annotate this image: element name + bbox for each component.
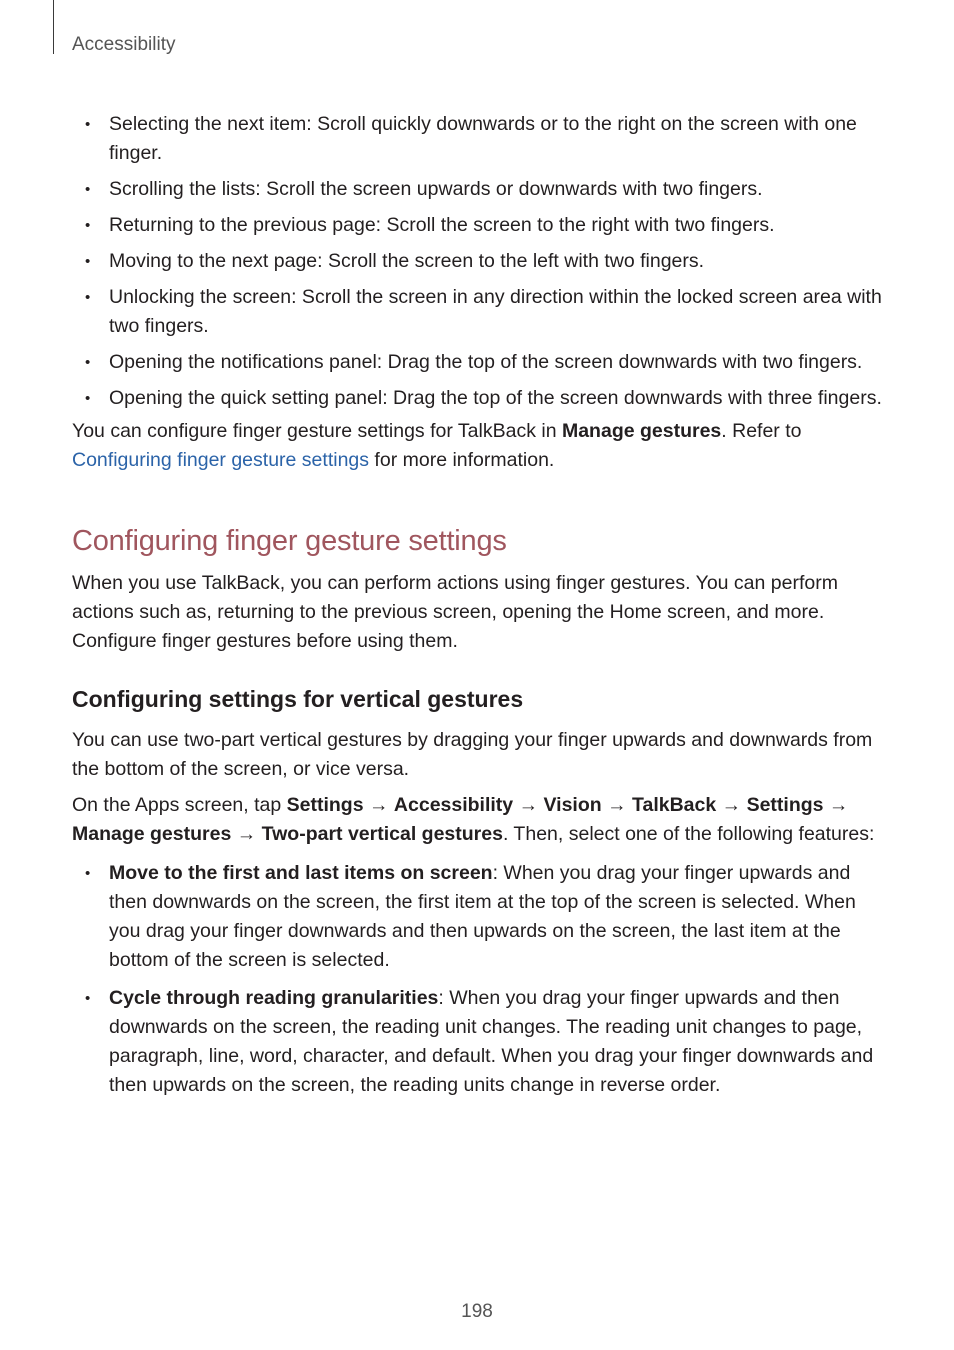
path-step: Settings bbox=[286, 794, 364, 816]
bullet-icon: • bbox=[85, 217, 91, 234]
path-step: TalkBack bbox=[632, 794, 717, 816]
gesture-list bbox=[72, 110, 884, 413]
subsection-title: Configuring settings for vertical gestures bbox=[72, 686, 524, 712]
configuring-gestures-link[interactable]: Configuring finger gesture settings bbox=[72, 449, 370, 471]
arrow-icon: → bbox=[369, 794, 389, 816]
bullet-icon: • bbox=[85, 289, 91, 306]
bullet-icon: • bbox=[85, 253, 91, 270]
arrow-icon: → bbox=[236, 823, 257, 845]
bullet-icon: • bbox=[85, 390, 91, 407]
intro-paragraph: You can configure finger gesture settings for TalkBack in Manage gestures. Refer to Configuring finger gesture settings for more information. bbox=[72, 420, 802, 471]
list-item: • Returning to the previous page: Scroll the screen to the right with two fingers. bbox=[72, 211, 884, 240]
list-item: • Opening the notifications panel: Drag the top of the screen downwards with two fingers. bbox=[72, 348, 884, 377]
page-number: 198 bbox=[461, 1301, 493, 1322]
list-item: • Moving to the next page: Scroll the screen to the left with two fingers. bbox=[72, 247, 884, 276]
path-step: Settings bbox=[746, 794, 824, 816]
arrow-icon: → bbox=[607, 794, 627, 816]
list-item: • Scrolling the lists: Scroll the screen upwards or downwards with two fingers. bbox=[72, 175, 884, 204]
section-title: Configuring finger gesture settings bbox=[72, 525, 507, 557]
path-step: Accessibility bbox=[393, 794, 514, 816]
subsection-body: You can use two-part vertical gestures by dragging your finger upwards and downwards from the bottom of the screen, or vice versa. bbox=[72, 729, 873, 780]
section-label: Accessibility bbox=[72, 34, 176, 55]
bullet-icon: • bbox=[85, 865, 91, 882]
bullet-icon: • bbox=[85, 181, 91, 198]
path-step: Vision bbox=[543, 794, 602, 816]
manage-gestures-term: Manage gestures bbox=[561, 420, 722, 442]
page-content bbox=[72, 110, 884, 1109]
bullet-icon: • bbox=[85, 990, 91, 1007]
path-step: Two-part vertical gestures bbox=[261, 823, 503, 845]
arrow-icon: → bbox=[518, 794, 539, 816]
arrow-icon: → bbox=[828, 794, 849, 816]
feature-name: Cycle through reading granularities bbox=[109, 987, 439, 1009]
section-body: When you use TalkBack, you can perform actions using finger gestures. You can perform actions such as, returning to the previous screen, opening the Home screen, and more. Configure finger gestures before using them. bbox=[72, 572, 838, 652]
list-item: • Selecting the next item: Scroll quickly downwards or to the right on the screen with one finger. bbox=[72, 110, 884, 168]
list-item: • Move to the first and last items on screen: When you drag your finger upwards and then downwards on the screen, the first item at the top of the screen is selected. When you drag your finger downwards and then upwards on the screen, the last item at the bottom of the screen is selected. bbox=[72, 859, 884, 975]
list-item: • Cycle through reading granularities: When you drag your finger upwards and then downwards on the screen, the reading unit changes. The reading unit changes to page, paragraph, line, word, character, and default. When you drag your finger downwards and then upwards on the screen, the reading units change in reverse order. bbox=[72, 984, 884, 1100]
header-rule bbox=[53, 0, 54, 54]
arrow-icon: → bbox=[721, 794, 742, 816]
feature-name: Move to the first and last items on screen bbox=[109, 862, 493, 884]
bullet-icon: • bbox=[85, 354, 91, 371]
list-item: • Unlocking the screen: Scroll the screen in any direction within the locked screen area with two fingers. bbox=[72, 283, 884, 341]
list-item: • Opening the quick setting panel: Drag the top of the screen downwards with three fingers. bbox=[72, 384, 884, 413]
settings-path: On the Apps screen, tap Settings → Accessibility → Vision → TalkBack → Settings → Manage gestures → Two-part vertical gestures. Then, select one of the following features: bbox=[72, 794, 875, 845]
path-step: Manage gestures bbox=[72, 823, 232, 845]
feature-list bbox=[72, 859, 884, 1100]
bullet-icon: • bbox=[85, 116, 91, 133]
